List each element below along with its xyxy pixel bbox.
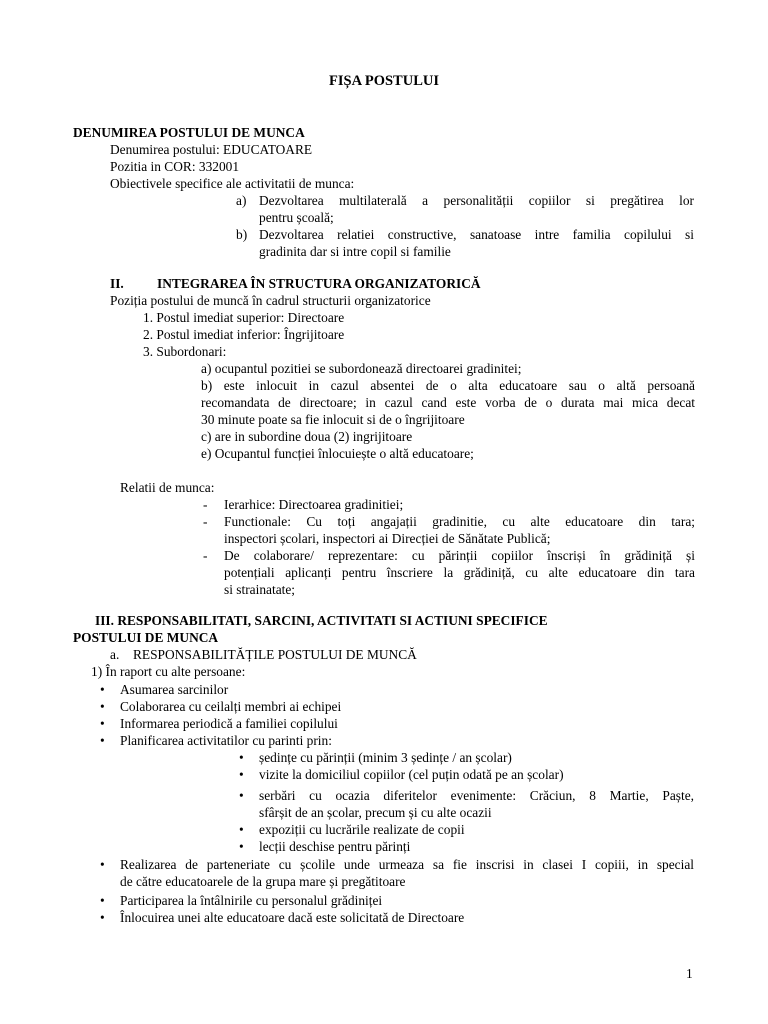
list-marker: b) [236,227,248,242]
dash-marker: - [203,514,208,529]
job-name: Denumirea postului: EDUCATOARE [110,142,313,157]
nested-bullet-item: • expoziții cu lucrările realizate de copii [259,822,465,838]
objectives-label: Obiectivele specifice ale activitatii de munca: [110,176,355,191]
relation-item: si strainatate; [224,582,296,597]
page-number: 1 [686,966,693,981]
objective-a-line: Dezvoltarea multilaterală a personalității copiilor si pregătirea lor [259,193,694,208]
bullet-item: • Participarea la întâlnirile cu personalul grădiniței [120,893,382,909]
relation-item: Functionale: Cu toți angajații gradinitie, cu alte educatoare din tara; [224,514,695,529]
dash-marker: - [203,548,208,563]
section-heading: DENUMIREA POSTULUI DE MUNCA [73,125,305,140]
group-label: 1) În raport cu alte persoane: [91,664,246,679]
list-marker: a) [236,193,247,208]
relation-item: Ierarhice: Directoarea gradinitiei; [224,497,404,512]
relation-item: inspectori școlari, inspectori ai Direcției de Sănătate Publică; [224,531,551,546]
nested-bullet-item: • vizite la domiciliul copiilor (cel puțin odată pe an școlar) [259,767,564,783]
sub-item: a) ocupantul pozitiei se subordonează directoarei gradinitei; [201,361,522,376]
bullet-item: • Informarea periodică a familiei copilului [120,716,338,732]
paragraph: Poziția postului de muncă în cadrul structurii organizatorice [110,293,431,308]
list-item: 1. Postul imediat superior: Directoare [143,310,345,325]
page-title: FIȘA POSTULUI [329,73,439,89]
relation-item: De colaborare/ reprezentare: cu părinții copiilor înscriși în grădiniță și [224,548,695,563]
bullet-item: de către educatoarele de la grupa mare și pregătitoare [120,874,406,889]
dash-marker: - [203,497,208,512]
relations-label: Relatii de munca: [120,480,215,495]
list-item: 2. Postul imediat inferior: Îngrijitoare [143,327,345,342]
section-heading: POSTULUI DE MUNCA [73,630,219,645]
bullet-item: • Colaborarea cu ceilalți membri ai echipei [120,699,341,715]
sub-item: c) are in subordine doua (2) ingrijitoare [201,429,413,444]
relation-item: potențiali aplicanți pentru înscriere la grădiniță, cu alte educatoare din tara [224,565,695,580]
sub-item: recomandata de directoare; in cazul cand este vorba de o durata mai mica decat [201,395,695,410]
sub-item: e) Ocupantul funcției înlocuiește o altă educatoare; [201,446,474,461]
sub-item: b) este inlocuit in cazul absentei de o alta educatoare sau o altă persoană [201,378,695,393]
bullet-item: • Înlocuirea unei alte educatoare dacă este solicitată de Directoare [120,910,464,926]
bullet-item: • Asumarea sarcinilor [120,682,228,698]
bullet-item: • Planificarea activitatilor cu parinti prin: [120,733,332,749]
objective-b-line: gradinita dar si intre copil si familie [259,244,451,259]
cor-code: Pozitia in COR: 332001 [110,159,240,174]
section-heading: INTEGRAREA ÎN STRUCTURA ORGANIZATORICĂ [157,276,481,291]
nested-bullet-item: • lecții deschise pentru părinți [259,839,410,855]
subsection-heading: RESPONSABILITĂȚILE POSTULUI DE MUNCĂ [133,647,417,662]
nested-bullet-item: • ședințe cu părinții (minim 3 ședințe / an școlar) [259,750,512,766]
section-heading: III. RESPONSABILITATI, SARCINI, ACTIVITATI SI ACTIUNI SPECIFICE [95,613,548,628]
list-marker: a. [110,647,120,662]
section-number: II. [110,276,124,291]
nested-bullet-item: • serbări cu ocazia diferitelor evenimente: Crăciun, 8 Martie, Paște, [259,788,694,804]
objective-a-line: pentru școală; [259,210,334,225]
objective-b-line: Dezvoltarea relatiei constructive, sanatoase intre familia copilului si [259,227,694,242]
list-item: 3. Subordonari: [143,344,227,359]
bullet-item: • Realizarea de parteneriate cu școlile unde urmeaza sa fie inscrisi in clasei I copiii, in special [120,857,694,873]
nested-bullet-item: sfârșit de an școlar, precum și cu alte ocazii [259,805,492,820]
sub-item: 30 minute poate sa fie inlocuit si de o îngrijitoare [201,412,465,427]
